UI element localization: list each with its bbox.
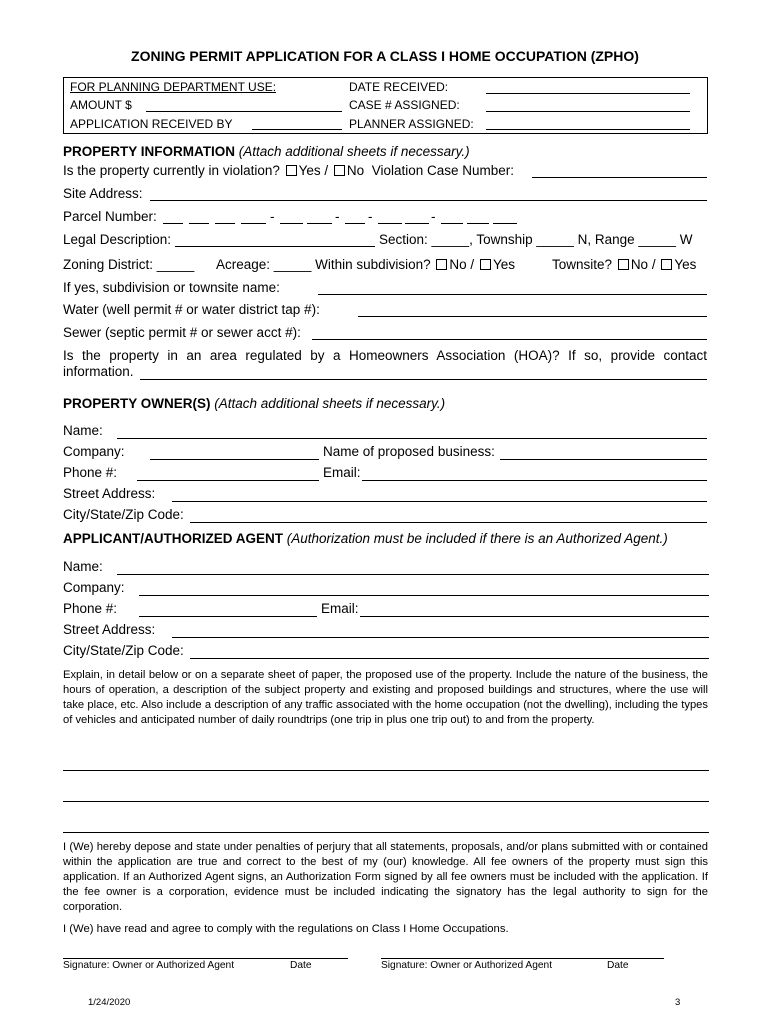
legal-label: Legal Description: <box>63 232 172 247</box>
agent-email-label: Email: <box>321 601 359 616</box>
signature-line-1[interactable] <box>63 958 348 959</box>
violation-yes-label: Yes / <box>298 163 329 178</box>
hoa-information-field[interactable] <box>140 379 707 380</box>
received-by-label: APPLICATION RECEIVED BY <box>70 117 233 131</box>
agent-company-label: Company: <box>63 580 125 595</box>
owner-email-field[interactable] <box>362 480 707 481</box>
violation-case-label: Violation Case Number: <box>371 163 515 178</box>
planner-label: PLANNER ASSIGNED: <box>349 117 474 131</box>
townsite-no-checkbox[interactable] <box>618 259 629 270</box>
violation-row <box>63 163 514 178</box>
subdivision-yes-label: Yes <box>492 257 515 272</box>
agent-street-field[interactable] <box>172 637 709 638</box>
sewer-field[interactable] <box>312 339 707 340</box>
subdivision-no-label: No / <box>449 257 475 272</box>
planner-field[interactable] <box>486 129 690 130</box>
legal-description-field[interactable] <box>175 246 375 247</box>
signature-line-2[interactable] <box>381 958 664 959</box>
agent-name-field[interactable] <box>117 574 709 575</box>
property-heading: PROPERTY INFORMATION <box>63 144 236 159</box>
signature-label-2: Signature: Owner or Authorized Agent <box>381 960 553 971</box>
sewer-label: Sewer (septic permit # or sewer acct #): <box>63 325 301 340</box>
acreage-subdivision-row <box>216 257 515 272</box>
agent-name-label: Name: <box>63 559 103 574</box>
violation-no-label: No <box>346 163 365 178</box>
agent-phone-field[interactable] <box>139 616 317 617</box>
property-heading-line <box>63 144 470 159</box>
owner-phone-field[interactable] <box>137 480 319 481</box>
hoa-question: Is the property in an area regulated by a Homeowners Association (HOA)? If so, provide contact <box>63 348 707 363</box>
perjury-statement: I (We) hereby depose and state under penalties of perjury that all statements, proposals, and/or plans submitted with or contained within the application are true and correct to the best of my (our) knowledge. All fee owners of the property must sign this application. If an Authorized Agent signs, an Authorization Form signed by all fee owners must be included with the application. If the fee owner is a corporation, evidence must be included indicating the signatory has the legal authority to sign for the corporation. <box>63 841 708 913</box>
owner-name-field[interactable] <box>117 438 707 439</box>
explain-instructions: Explain, in detail below or on a separate sheet of paper, the proposed use of the property. Include the nature of the business, the hours of operation, a description of the subject property and existing and proposed buildings and structures, where the use will take place, etc. Also include a description of any traffic associated with the home occupation (not the dwelling), including the types of vehicles and anticipated number of daily roundtrips (one trip in plus one trip out) to and from the property. <box>63 669 708 726</box>
townsite-yes-checkbox[interactable] <box>661 259 672 270</box>
business-name-field[interactable] <box>500 459 707 460</box>
page-title: ZONING PERMIT APPLICATION FOR A CLASS I HOME OCCUPATION (ZPHO) <box>131 48 639 64</box>
explain-line-3[interactable] <box>63 832 709 833</box>
agent-city-field[interactable] <box>190 658 709 659</box>
subdivision-name-label: If yes, subdivision or townsite name: <box>63 280 280 295</box>
received-by-field[interactable] <box>252 129 342 130</box>
date-received-field[interactable] <box>486 93 690 94</box>
parcel-label: Parcel Number: <box>63 209 157 224</box>
owner-name-label: Name: <box>63 423 103 438</box>
owner-street-field[interactable] <box>172 501 707 502</box>
page-number: 3 <box>675 997 681 1008</box>
acreage-label: Acreage: _____ Within subdivision? <box>216 257 431 272</box>
owner-company-field[interactable] <box>150 459 319 460</box>
owner-city-field[interactable] <box>190 522 707 523</box>
agent-street-label: Street Address: <box>63 622 156 637</box>
site-address-field[interactable] <box>150 200 707 201</box>
section-township-range: Section: _____, Township _____ N, Range _____ W <box>379 232 693 247</box>
agent-heading: APPLICANT/AUTHORIZED AGENT <box>63 531 283 546</box>
violation-no-checkbox[interactable] <box>334 165 345 176</box>
site-address-label: Site Address: <box>63 186 143 201</box>
signature-date-label-2: Date <box>607 960 629 971</box>
water-field[interactable] <box>358 316 707 317</box>
hoa-information-label: information. <box>63 364 134 379</box>
explain-line-1[interactable] <box>63 770 709 771</box>
owner-email-label: Email: <box>323 465 361 480</box>
office-use-heading: FOR PLANNING DEPARTMENT USE: <box>70 80 277 94</box>
owner-city-label: City/State/Zip Code: <box>63 507 184 522</box>
agent-city-label: City/State/Zip Code: <box>63 643 184 658</box>
footer-date: 1/24/2020 <box>88 997 131 1008</box>
violation-yes-checkbox[interactable] <box>286 165 297 176</box>
agent-note: (Authorization must be included if there is an Authorized Agent.) <box>286 531 668 546</box>
property-note: (Attach additional sheets if necessary.) <box>238 144 470 159</box>
owner-note: (Attach additional sheets if necessary.) <box>214 396 446 411</box>
owner-phone-label: Phone #: <box>63 465 118 480</box>
townsite-label: Townsite? <box>552 257 613 272</box>
agent-company-field[interactable] <box>139 595 709 596</box>
agent-phone-label: Phone #: <box>63 601 118 616</box>
townsite-no-label: No / <box>630 257 656 272</box>
zoning-label: Zoning District: _____ <box>63 257 195 272</box>
owner-street-label: Street Address: <box>63 486 156 501</box>
owner-company-label: Company: <box>63 444 125 459</box>
signature-date-label-1: Date <box>290 960 312 971</box>
owner-heading-line <box>63 396 445 411</box>
date-received-label: DATE RECEIVED: <box>349 80 449 94</box>
subdivision-no-checkbox[interactable] <box>436 259 447 270</box>
case-assigned-label: CASE # ASSIGNED: <box>349 98 460 112</box>
case-assigned-field[interactable] <box>486 111 690 112</box>
explain-line-2[interactable] <box>63 801 709 802</box>
violation-case-field[interactable] <box>532 177 707 178</box>
water-label: Water (well permit # or water district tap #): <box>63 302 320 317</box>
business-name-label: Name of proposed business: <box>323 444 495 459</box>
amount-field[interactable] <box>146 111 342 112</box>
signature-label-1: Signature: Owner or Authorized Agent <box>63 960 235 971</box>
agreement-statement: I (We) have read and agree to comply with the regulations on Class I Home Occupations. <box>63 923 509 935</box>
townsite-yes-label: Yes <box>674 257 697 272</box>
agent-heading-line <box>63 531 668 546</box>
owner-heading: PROPERTY OWNER(S) <box>63 396 211 411</box>
subdivision-yes-checkbox[interactable] <box>480 259 491 270</box>
agent-email-field[interactable] <box>360 616 709 617</box>
amount-label: AMOUNT $ <box>70 98 132 112</box>
townsite-row <box>552 257 696 272</box>
subdivision-name-field[interactable] <box>318 294 707 295</box>
violation-question: Is the property currently in violation? <box>63 163 280 178</box>
